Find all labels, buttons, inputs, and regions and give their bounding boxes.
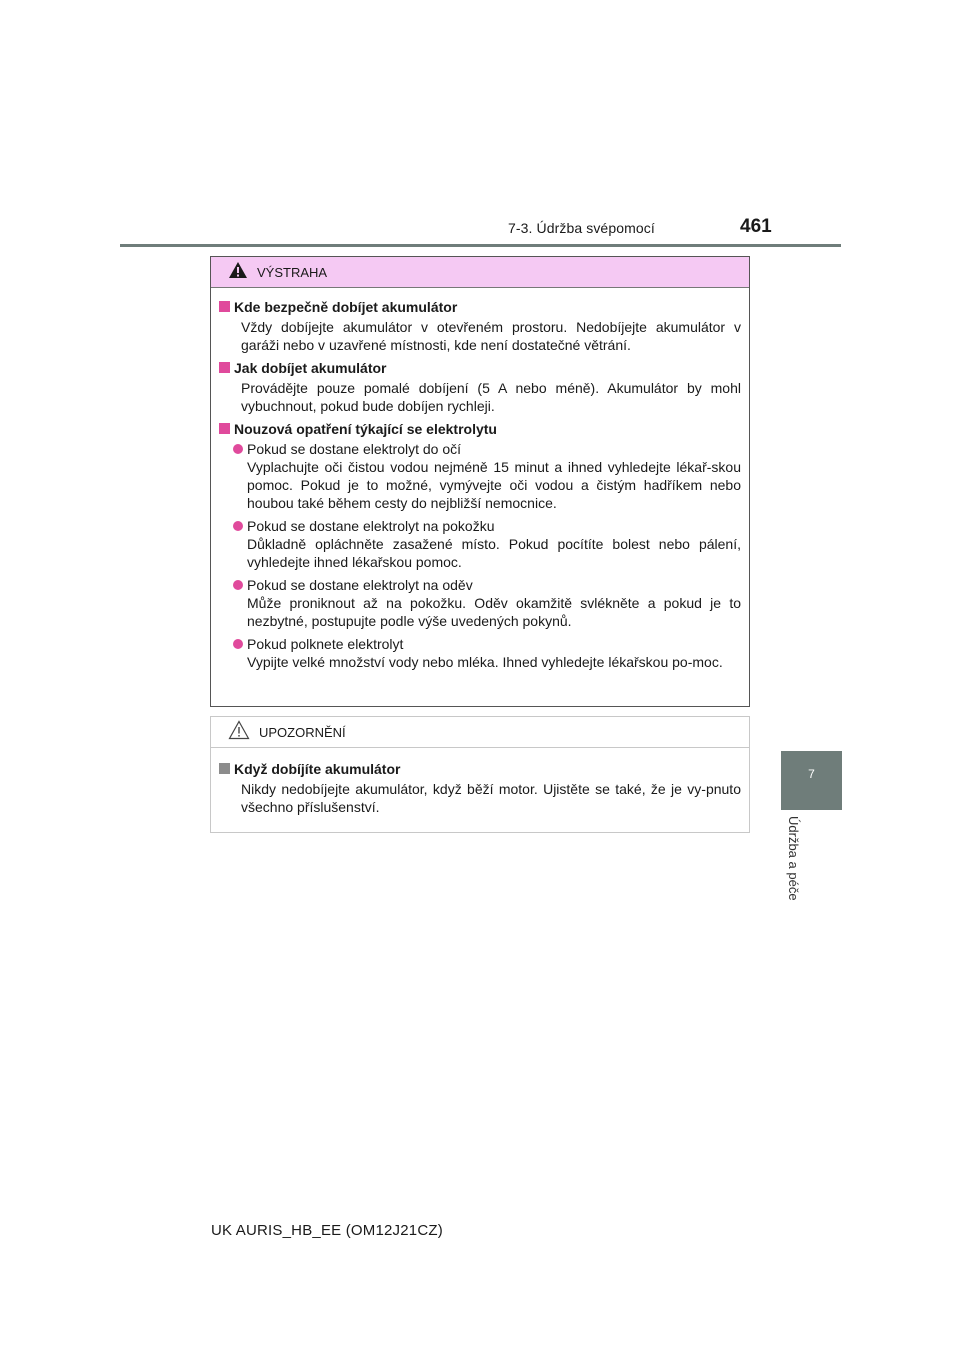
warning-subitem — [219, 576, 741, 630]
chapter-tab — [781, 751, 842, 810]
warning-subitem-title: Pokud se dostane elektrolyt na pokožku — [247, 518, 495, 534]
caution-box-body — [211, 748, 749, 816]
warning-item-heading-row — [219, 420, 741, 438]
caution-title: UPOZORNĚNÍ — [259, 724, 346, 740]
caution-box — [210, 716, 750, 833]
round-bullet-icon — [233, 639, 243, 649]
caution-box-header — [211, 717, 749, 748]
footer-model-code: UK AURIS_HB_EE (OM12J21CZ) — [211, 1222, 443, 1239]
chapter-side-label — [786, 816, 804, 916]
caution-triangle-icon — [228, 720, 250, 745]
warning-item-heading: Kde bezpečně dobíjet akumulátor — [234, 299, 458, 315]
square-bullet-icon — [219, 423, 230, 434]
warning-subitem-text: Může proniknout až na pokožku. Oděv okamžitě svlékněte a pokud je to nezbytné, postupujte podle výše uvedených pokynů. — [247, 595, 741, 629]
warning-box — [210, 256, 750, 707]
warning-box-body — [211, 288, 749, 671]
round-bullet-icon — [233, 521, 243, 531]
warning-subitem-text: Vyplachujte oči čistou vodou nejméně 15 minut a ihned vyhledejte lékař-skou pomoc. Pokud je to možné, vymývejte oči vodou a čistým hadříkem nebo houbou také během cesty do nejbližší nemocnice. — [247, 459, 741, 511]
warning-item-heading-row — [219, 359, 741, 377]
warning-item-text: Provádějte pouze pomalé dobíjení (5 A nebo méně). Akumulátor by mohl vybuchnout, pokud bude dobíjen rychleji. — [241, 380, 741, 414]
warning-triangle-icon — [228, 261, 248, 284]
warning-subitem — [219, 517, 741, 571]
warning-subitem-text: Důkladně opláchněte zasažené místo. Pokud pocítíte bolest nebo pálení, vyhledejte ihned lékařskou pomoc. — [247, 536, 741, 570]
warning-item — [219, 420, 741, 671]
warning-item-heading: Nouzová opatření týkající se elektrolytu — [234, 421, 497, 437]
warning-subitem-title: Pokud se dostane elektrolyt na oděv — [247, 577, 473, 593]
caution-item-heading-row — [219, 760, 741, 778]
warning-title: VÝSTRAHA — [257, 264, 328, 280]
page-number: 461 — [740, 216, 772, 237]
warning-item-heading-row — [219, 298, 741, 316]
header-rule — [120, 244, 841, 247]
warning-item-heading: Jak dobíjet akumulátor — [234, 360, 387, 376]
warning-subitem-text: Vypijte velké množství vody nebo mléka. Ihned vyhledejte lékařskou po-moc. — [247, 654, 723, 670]
warning-subitem-title: Pokud se dostane elektrolyt do očí — [247, 441, 462, 457]
round-bullet-icon — [233, 444, 243, 454]
warning-item — [219, 298, 741, 354]
caution-item — [219, 760, 741, 816]
square-bullet-icon — [219, 362, 230, 373]
square-bullet-icon — [219, 763, 230, 774]
warning-subitem-title: Pokud polknete elektrolyt — [247, 636, 404, 652]
header-section-title: 7-3. Údržba svépomocí — [508, 220, 655, 236]
chapter-side-label-text: Údržba a péče — [786, 816, 801, 901]
warning-subitem — [219, 440, 741, 512]
caution-item-text: Nikdy nedobíjejte akumulátor, když běží motor. Ujistěte se také, že je vy-pnuto všechno příslušenství. — [241, 781, 741, 815]
round-bullet-icon — [233, 580, 243, 590]
warning-item — [219, 359, 741, 415]
warning-box-header — [211, 257, 749, 288]
warning-item-text: Vždy dobíjejte akumulátor v otevřeném prostoru. Nedobíjejte akumulátor v garáži nebo v uzavřené místnosti, kde není dostatečné větrání. — [241, 319, 741, 353]
square-bullet-icon — [219, 301, 230, 312]
caution-item-heading: Když dobíjíte akumulátor — [234, 761, 401, 777]
chapter-tab-number: 7 — [808, 767, 815, 781]
warning-subitem — [219, 635, 741, 671]
